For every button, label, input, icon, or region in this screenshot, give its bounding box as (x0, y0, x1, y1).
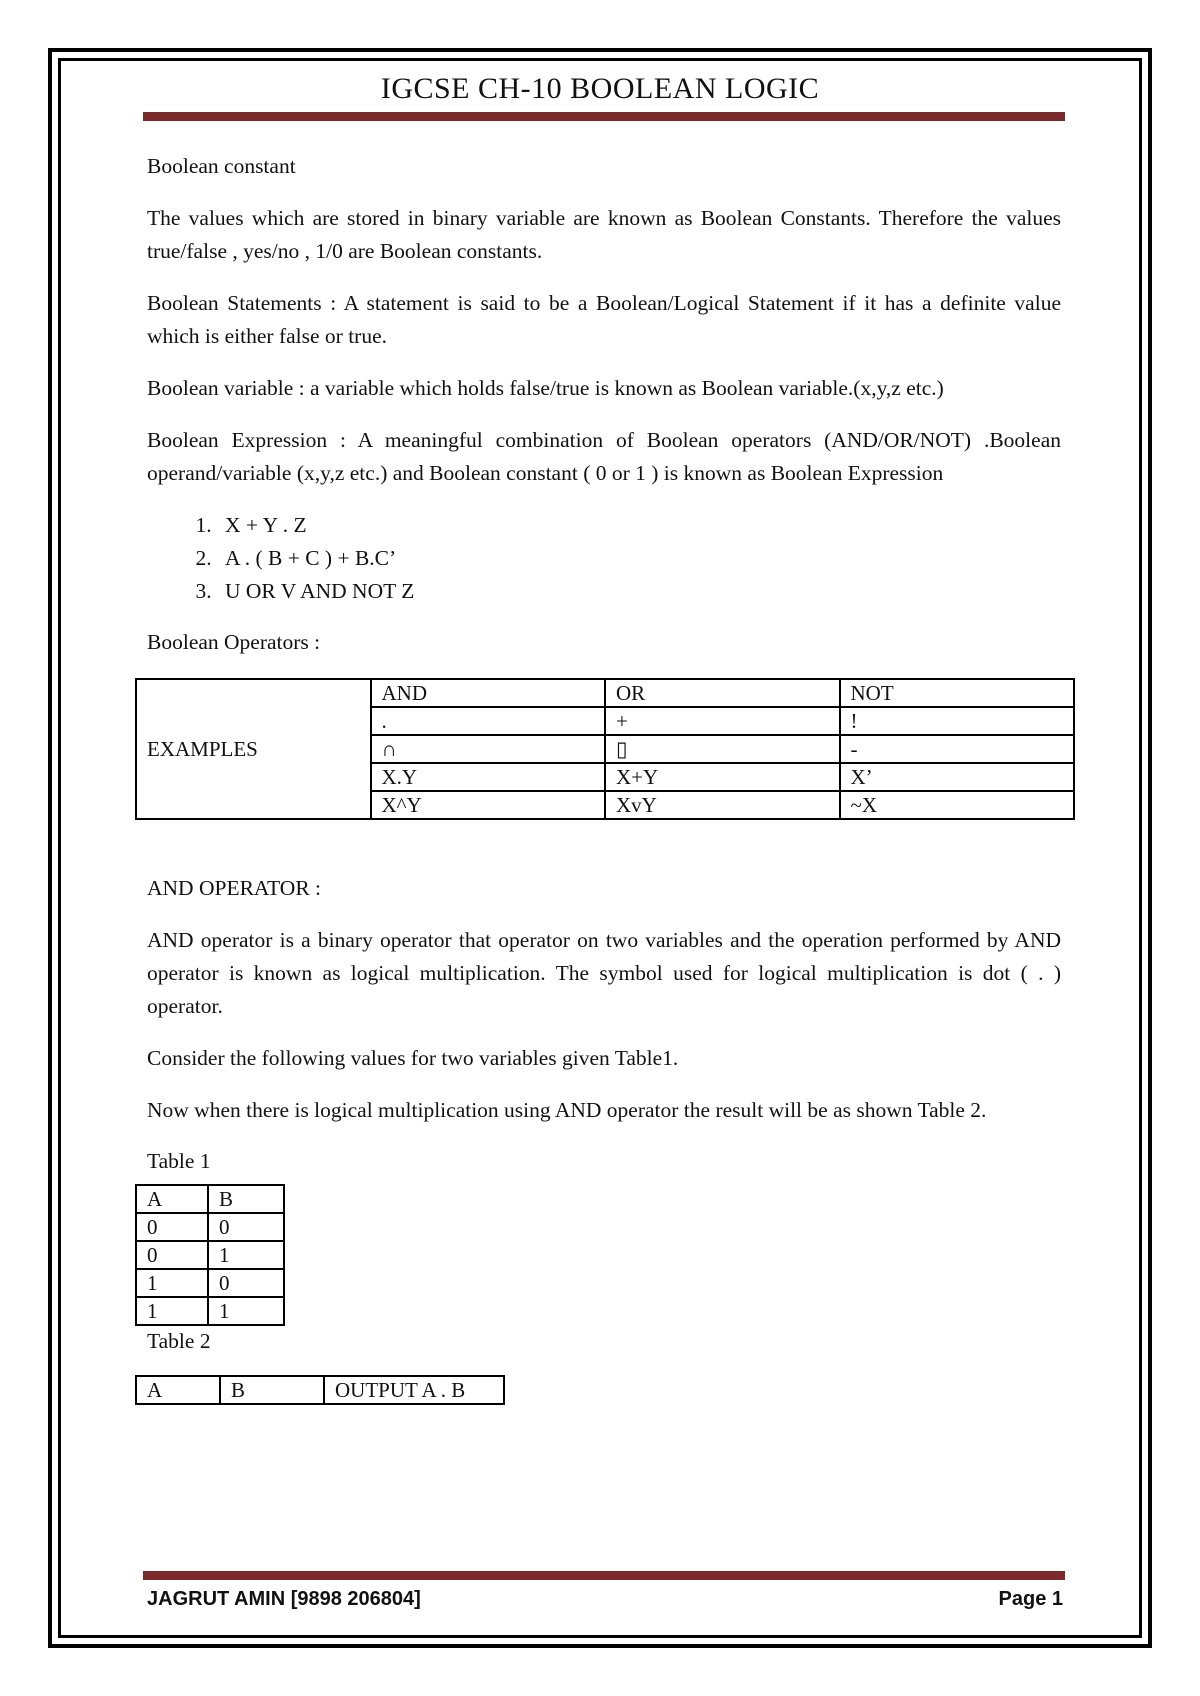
table-row (136, 1297, 284, 1325)
table-cell: 1 (136, 1269, 208, 1297)
table1 (135, 1184, 285, 1326)
table-cell: ▯ (605, 735, 840, 763)
list-item: 3. U OR V AND NOT Z (217, 575, 1061, 608)
table-row (136, 1269, 284, 1297)
table-cell: 1 (208, 1297, 284, 1325)
header-or: OR (605, 679, 840, 707)
and-operator-heading: AND OPERATOR : (147, 876, 322, 900)
table-cell: . (371, 707, 606, 735)
table-cell: ∩ (371, 735, 606, 763)
table2 (135, 1375, 505, 1405)
constant-heading: Boolean constant (147, 154, 296, 178)
table-cell: A (136, 1376, 220, 1404)
table-cell: 1 (208, 1241, 284, 1269)
operators-heading: Boolean Operators : (147, 630, 321, 654)
statements-paragraph: Boolean Statements : A statement is said to be a Boolean/Logical Statement if it has a definite value which is either false or true. (147, 291, 1061, 348)
table-cell: ! (840, 707, 1075, 735)
table-cell: 1 (136, 1297, 208, 1325)
table-row (136, 679, 1074, 707)
list-item: 2. A . ( B + C ) + B.C’ (217, 542, 1061, 575)
table-cell: X.Y (371, 763, 606, 791)
table-cell: 0 (136, 1241, 208, 1269)
table-cell: X’ (840, 763, 1075, 791)
page-title: IGCSE CH-10 BOOLEAN LOGIC (380, 72, 820, 105)
header-not: NOT (840, 679, 1075, 707)
consider-paragraph: Consider the following values for two variables given Table1. (147, 1046, 679, 1070)
footer-page-number: Page 1 (998, 1588, 1063, 1610)
table-cell: X+Y (605, 763, 840, 791)
table-cell: OUTPUT A . B (324, 1376, 504, 1404)
document-body (147, 150, 1061, 1405)
expression-examples-list (147, 509, 1061, 608)
now-paragraph: Now when there is logical multiplication using AND operator the result will be as shown Table 2. (147, 1098, 987, 1122)
constant-paragraph: The values which are stored in binary variable are known as Boolean Constants. Therefore the values true/false , yes/no , 1/0 are Boolean constants. (147, 206, 1061, 263)
footer-rule (143, 1571, 1065, 1580)
table1-caption: Table 1 (147, 1149, 211, 1173)
header-and: AND (371, 679, 606, 707)
table-cell: 0 (208, 1269, 284, 1297)
table-row (136, 1185, 284, 1213)
table-cell: X^Y (371, 791, 606, 819)
table-row (136, 1241, 284, 1269)
table-cell: XvY (605, 791, 840, 819)
and-operator-paragraph: AND operator is a binary operator that operator on two variables and the operation performed by AND operator is known as logical multiplication. The symbol used for logical multiplication is dot ( . ) operator. (147, 928, 1061, 1018)
table-row (136, 1213, 284, 1241)
list-item: 1. X + Y . Z (217, 509, 1061, 542)
table-row (136, 1376, 504, 1404)
table-cell: 0 (208, 1213, 284, 1241)
table-cell: - (840, 735, 1075, 763)
table2-caption: Table 2 (147, 1329, 211, 1353)
footer-author: JAGRUT AMIN [9898 206804] (147, 1588, 421, 1610)
operators-table (135, 678, 1075, 820)
variable-paragraph: Boolean variable : a variable which holds false/true is known as Boolean variable.(x,y,z etc.) (147, 376, 944, 400)
table-cell: + (605, 707, 840, 735)
table-cell: ~X (840, 791, 1075, 819)
examples-label: EXAMPLES (136, 679, 371, 819)
header-rule (143, 112, 1065, 121)
expression-paragraph: Boolean Expression : A meaningful combination of Boolean operators (AND/OR/NOT) .Boolean operand/variable (x,y,z etc.) and Boolean constant ( 0 or 1 ) is known as Boolean Expression (147, 428, 1061, 485)
table-cell: B (220, 1376, 324, 1404)
table-cell: B (208, 1185, 284, 1213)
table-cell: 0 (136, 1213, 208, 1241)
table-cell: A (136, 1185, 208, 1213)
